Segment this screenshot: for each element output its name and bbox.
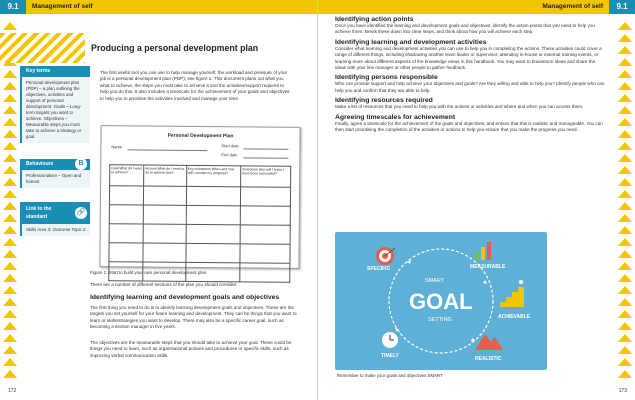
heading-goals: Identifying learning and development goals and objectives	[90, 294, 280, 301]
form-title: Personal Development Plan	[167, 132, 234, 140]
form-name-label: Name	[111, 144, 123, 150]
key-terms-box	[20, 66, 90, 143]
behaviours-label: Behaviours	[26, 161, 54, 167]
persons-paragraph: Who can provide support and help achieve your objectives and goals? Are they willing and able to help you? Identify people who can help you and confirm that they are able to help.	[335, 81, 605, 93]
right-text-column	[335, 16, 605, 133]
key-terms-text: Personal development plan (PDP) – a plan outlining the objectives, activities and support of personal development. Goals – Long-term targets you want to achieve. Objectives – Measurable steps you must take to achieve a strategy or goal.	[22, 77, 90, 143]
chevron-decoration-left	[2, 18, 18, 382]
label-achievable: ACHIEVABLE	[498, 314, 531, 320]
heading-persons: Identifying persons responsible	[335, 74, 438, 82]
label-specific: SPECIFIC	[367, 266, 391, 272]
label-setting: SETTING	[428, 317, 452, 323]
section-number-right: 9.1	[609, 0, 635, 14]
label-goal: GOAL	[409, 289, 473, 314]
key-terms-label: Key terms	[22, 66, 90, 77]
after-caption-text: There are a number of different sections of the plan you should consider.	[90, 282, 238, 287]
smart-goal-svg	[335, 232, 547, 370]
col-actions: Actions What do I need to do to achieve this?	[144, 165, 187, 186]
label-timely: TIMELY	[381, 353, 399, 359]
link-icon: 🔗	[75, 207, 87, 219]
behaviours-icon: B	[75, 158, 87, 170]
link-label: Link to the standard	[26, 206, 52, 220]
target-icon	[376, 247, 395, 265]
form-start-line	[243, 148, 288, 149]
right-header-bar	[318, 0, 635, 14]
behaviours-text: Professionalism – Open and honest	[22, 170, 90, 188]
heading-timescales: Agreeing timescales for achievement	[335, 113, 456, 121]
goals-paragraph-1: The first thing you need to do is to identify learning development goals and objectives. These are the targets you set yourself for your future learning and development. They can be things that you want to learn or skills/strategies you want to develop. There may also be a specific career goal, such as becoming a section manager in five years.	[90, 305, 297, 330]
link-box	[20, 202, 90, 236]
col-milestones: Key milestones When and how will I monitor my progress?	[186, 165, 241, 186]
page-number-right: 173	[618, 388, 627, 394]
label-measurable: MEASURABLE	[470, 264, 506, 270]
illustration-caption: Remember to make your goals and objectives SMART	[337, 373, 443, 378]
striped-decoration	[0, 33, 85, 63]
section-title: Management of self	[32, 3, 93, 10]
activities-paragraph: Consider what learning and development activities you can use to help you in completing the actions. These activities could cover a range of different things, including shadowing another team leader or supervisor, attending in-house or external training events, or learning more about different aspects of the knowledge areas in this handbook. You may want to brainstorm ideas and share the ideas with your line manager or other people to gather feedback.	[335, 45, 602, 71]
left-header-bar	[0, 0, 317, 14]
page-number-left: 172	[8, 388, 17, 394]
chevron-decoration-right	[617, 18, 633, 382]
form-start-label: Start date	[221, 143, 239, 149]
clock-icon	[382, 332, 398, 348]
form-end-label: End date	[221, 152, 238, 158]
mountain-icon	[475, 334, 503, 350]
form-name-line	[127, 149, 207, 151]
col-goal: Goal What do I want to achieve?	[110, 165, 144, 186]
figure-caption: Figure 1: Start to build your own personal development plan	[90, 270, 207, 275]
stairs-icon	[500, 280, 524, 307]
section-title-right: Management of self	[542, 3, 603, 10]
form-end-line	[243, 157, 288, 158]
behaviours-header	[22, 159, 90, 170]
title-banner	[0, 33, 317, 63]
heading-activities: Identifying learning and development activities	[335, 38, 487, 46]
label-realistic: REALISTIC	[475, 356, 502, 362]
heading-action-points: Identifying action points	[335, 16, 414, 23]
pdp-form-image	[99, 125, 300, 269]
section-number: 9.1	[0, 0, 26, 14]
timescales-paragraph: Finally, agree a timescale for the achievement of the goals and objectives, and ensure that this is realistic and manageable. You can then start prioritising the completion of the activities or actions to help you ensure that you make the progress you need.	[335, 120, 603, 133]
link-header	[22, 202, 90, 224]
form-table	[108, 164, 291, 283]
goals-paragraph-2: The objectives are the measurable steps that you should take to achieve your goal. These could be things you need to learn, such as organisational policies and procedures or specific skills, such as improving verbal communication skills.	[90, 340, 292, 358]
link-text: Skills Area 3: Outcome Topic 2	[22, 224, 90, 236]
intro-paragraph: The first useful tool you can use to help manage yourself, the workload and pressure of your job is a personal development plan (PDP); see figure 1. This document plans out what you what to achieve, the steps you must take to achieve it and the activities/support required to help you do this. It also includes a timescale for the achievement of your goals and objectives to help you to prioritise the activities involved and manage your time.	[100, 70, 290, 101]
label-smart: SMART	[425, 278, 445, 284]
action-points-paragraph: Once you have identified the learning and development goals and objectives, identify the action points that you need to help you achieve them. Break these down into clear steps, and think about how you will achieve each step.	[335, 23, 595, 35]
resources-paragraph: Make a list of resources that you need to help you with the actions or activities and where and when you can access them.	[335, 104, 584, 110]
col-outcomes: Outcomes How will I know I have been successful?	[241, 166, 291, 187]
bar-chart-icon	[475, 242, 491, 260]
heading-resources: Identifying resources required	[335, 97, 433, 105]
smart-goal-illustration	[335, 232, 547, 370]
behaviours-box	[20, 159, 90, 188]
page-title: Producing a personal development plan	[85, 33, 291, 63]
